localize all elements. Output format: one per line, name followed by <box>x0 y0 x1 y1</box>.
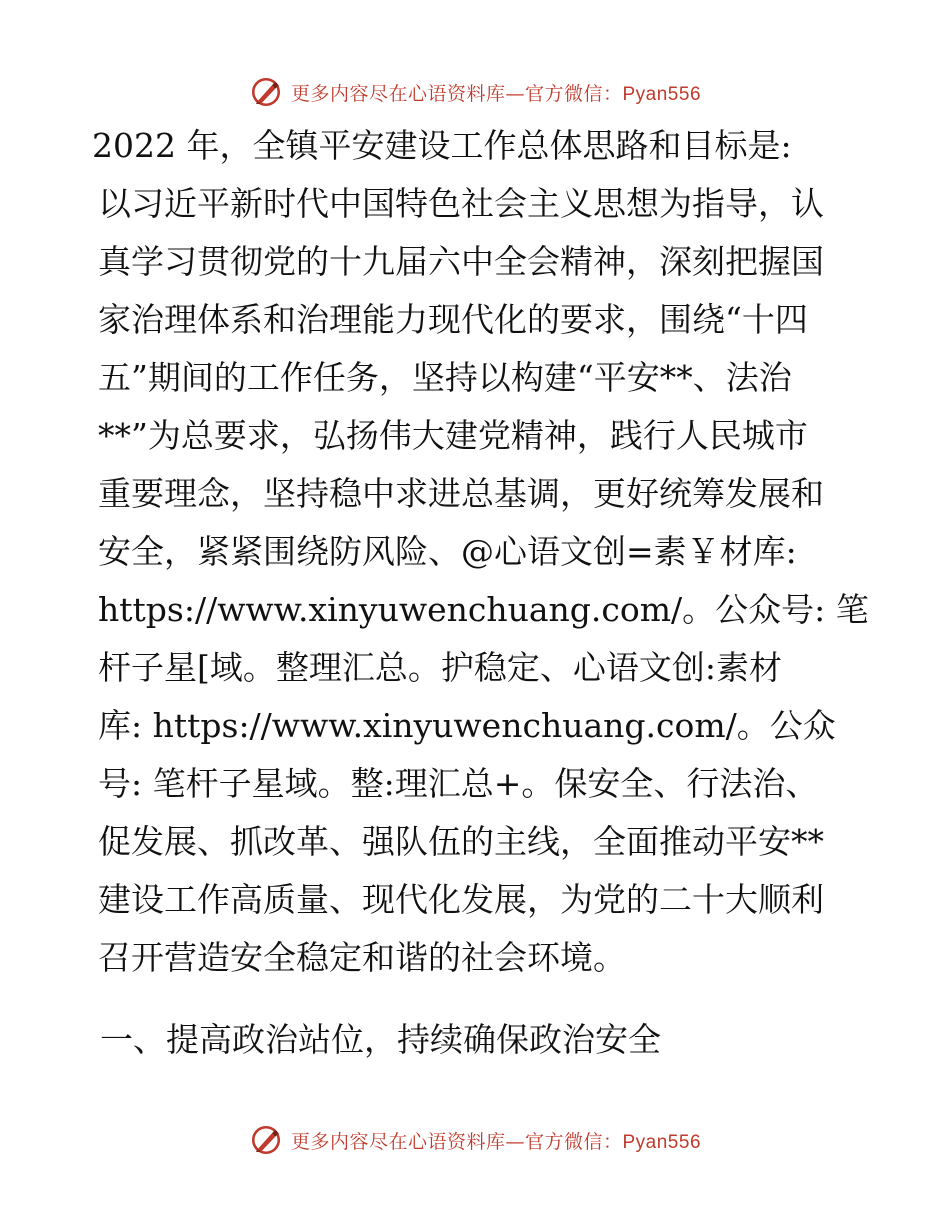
wechat-id: Pyan556 <box>622 83 702 105</box>
body-line: 号: 笔杆子星域。整:理汇总+。保安全、行法治、 <box>98 764 819 803</box>
body-line: 家治理体系和治理能力现代化的要求，围绕“十四 <box>98 300 808 339</box>
body-line: 召开营造安全稳定和谐的社会环境。 <box>98 938 626 977</box>
banner-text: 更多内容尽在心语资料库—官方微信：Pyan556 <box>290 82 702 105</box>
body-line: 重要理念，坚持稳中求进总基调，更好统筹发展和 <box>98 474 824 513</box>
body-line: 杆子星[域。整理汇总。护稳定、心语文创:素材 <box>98 648 782 687</box>
section-heading: 一、提高政治站位，持续确保政治安全 <box>100 1020 661 1059</box>
body-line: 建设工作高质量、现代化发展，为党的二十大顺利 <box>98 880 824 919</box>
wechat-id: Pyan556 <box>622 1131 702 1153</box>
body-line: 安全，紧紧围绕防风险、@心语文创=素￥材库: <box>98 532 797 571</box>
body-line: 促发展、抓改革、强队伍的主线，全面推动平安** <box>98 822 824 861</box>
body-line: 真学习贯彻党的十九届六中全会精神，深刻把握国 <box>98 242 824 281</box>
body-line: 2022 年，全镇平安建设工作总体思路和目标是: <box>92 126 792 165</box>
header-banner <box>0 70 950 114</box>
body-line: 以习近平新时代中国特色社会主义思想为指导，认 <box>98 184 824 223</box>
body-line: **”为总要求，弘扬伟大建党精神，践行人民城市 <box>98 416 808 455</box>
banner-text: 更多内容尽在心语资料库—官方微信：Pyan556 <box>290 1130 702 1153</box>
footer-banner <box>0 1118 950 1162</box>
body-line: https://www.xinyuwenchuang.com/。公众号: 笔 <box>98 590 869 629</box>
body-line: 库: https://www.xinyuwenchuang.com/。公众 <box>98 706 836 745</box>
body-line: 五”期间的工作任务，坚持以构建“平安**、法治 <box>98 358 792 397</box>
pen-logo-icon <box>249 75 283 109</box>
pen-logo-icon <box>249 1123 283 1157</box>
